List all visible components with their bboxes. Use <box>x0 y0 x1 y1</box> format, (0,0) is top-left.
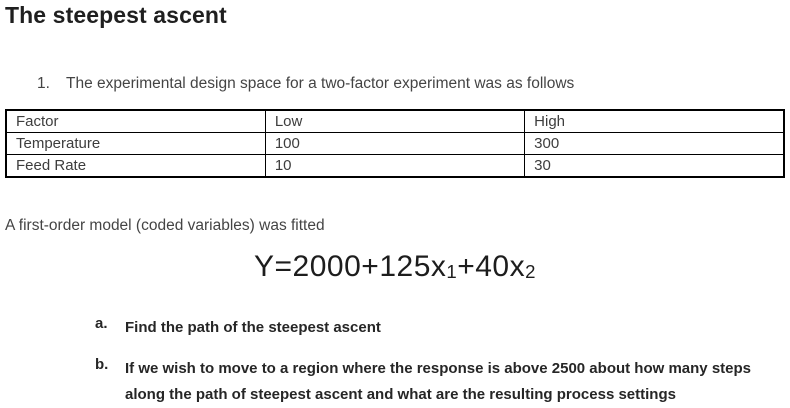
table-header-cell-high: High <box>525 110 784 133</box>
subquestion-b-text <box>125 356 751 408</box>
table-cell-high: 300 <box>525 133 784 155</box>
table-header-row <box>6 110 784 133</box>
question-1 <box>37 75 574 93</box>
model-intro-text: A first-order model (coded variables) was fitted <box>5 217 325 234</box>
equation-subscript-2: 2 <box>525 261 536 283</box>
table-header-cell-factor: Factor <box>6 110 265 133</box>
table-cell-low: 10 <box>265 155 524 178</box>
question-1-number: 1. <box>37 75 50 92</box>
subquestion-a <box>95 315 381 341</box>
subquestion-b-label: b. <box>95 356 109 373</box>
table-cell-low: 100 <box>265 133 524 155</box>
page-title: The steepest ascent <box>5 2 227 28</box>
equation-term-2: +40x <box>457 250 526 283</box>
table-cell-factor: Feed Rate <box>6 155 265 178</box>
subquestion-b-line-1: If we wish to move to a region where the response is above 2500 about how many steps <box>125 360 752 377</box>
design-table <box>5 109 785 178</box>
table-row-temperature <box>6 133 784 155</box>
equation-subscript-1: 1 <box>446 261 458 283</box>
question-1-text: The experimental design space for a two-factor experiment was as follows <box>66 75 575 92</box>
table-cell-factor: Temperature <box>6 133 265 155</box>
subquestion-b <box>95 356 751 408</box>
subquestion-b-line-2: along the path of steepest ascent and what are the resulting process settings <box>125 386 676 403</box>
equation-term-1: Y=2000+125x <box>254 250 447 283</box>
table-header-cell-low: Low <box>265 110 524 133</box>
table-cell-high: 30 <box>525 155 784 178</box>
subquestion-a-text: Find the path of the steepest ascent <box>125 319 381 336</box>
fitted-model-equation <box>0 250 790 284</box>
subquestion-a-label: a. <box>95 315 108 332</box>
table-row-feed-rate <box>6 155 784 178</box>
